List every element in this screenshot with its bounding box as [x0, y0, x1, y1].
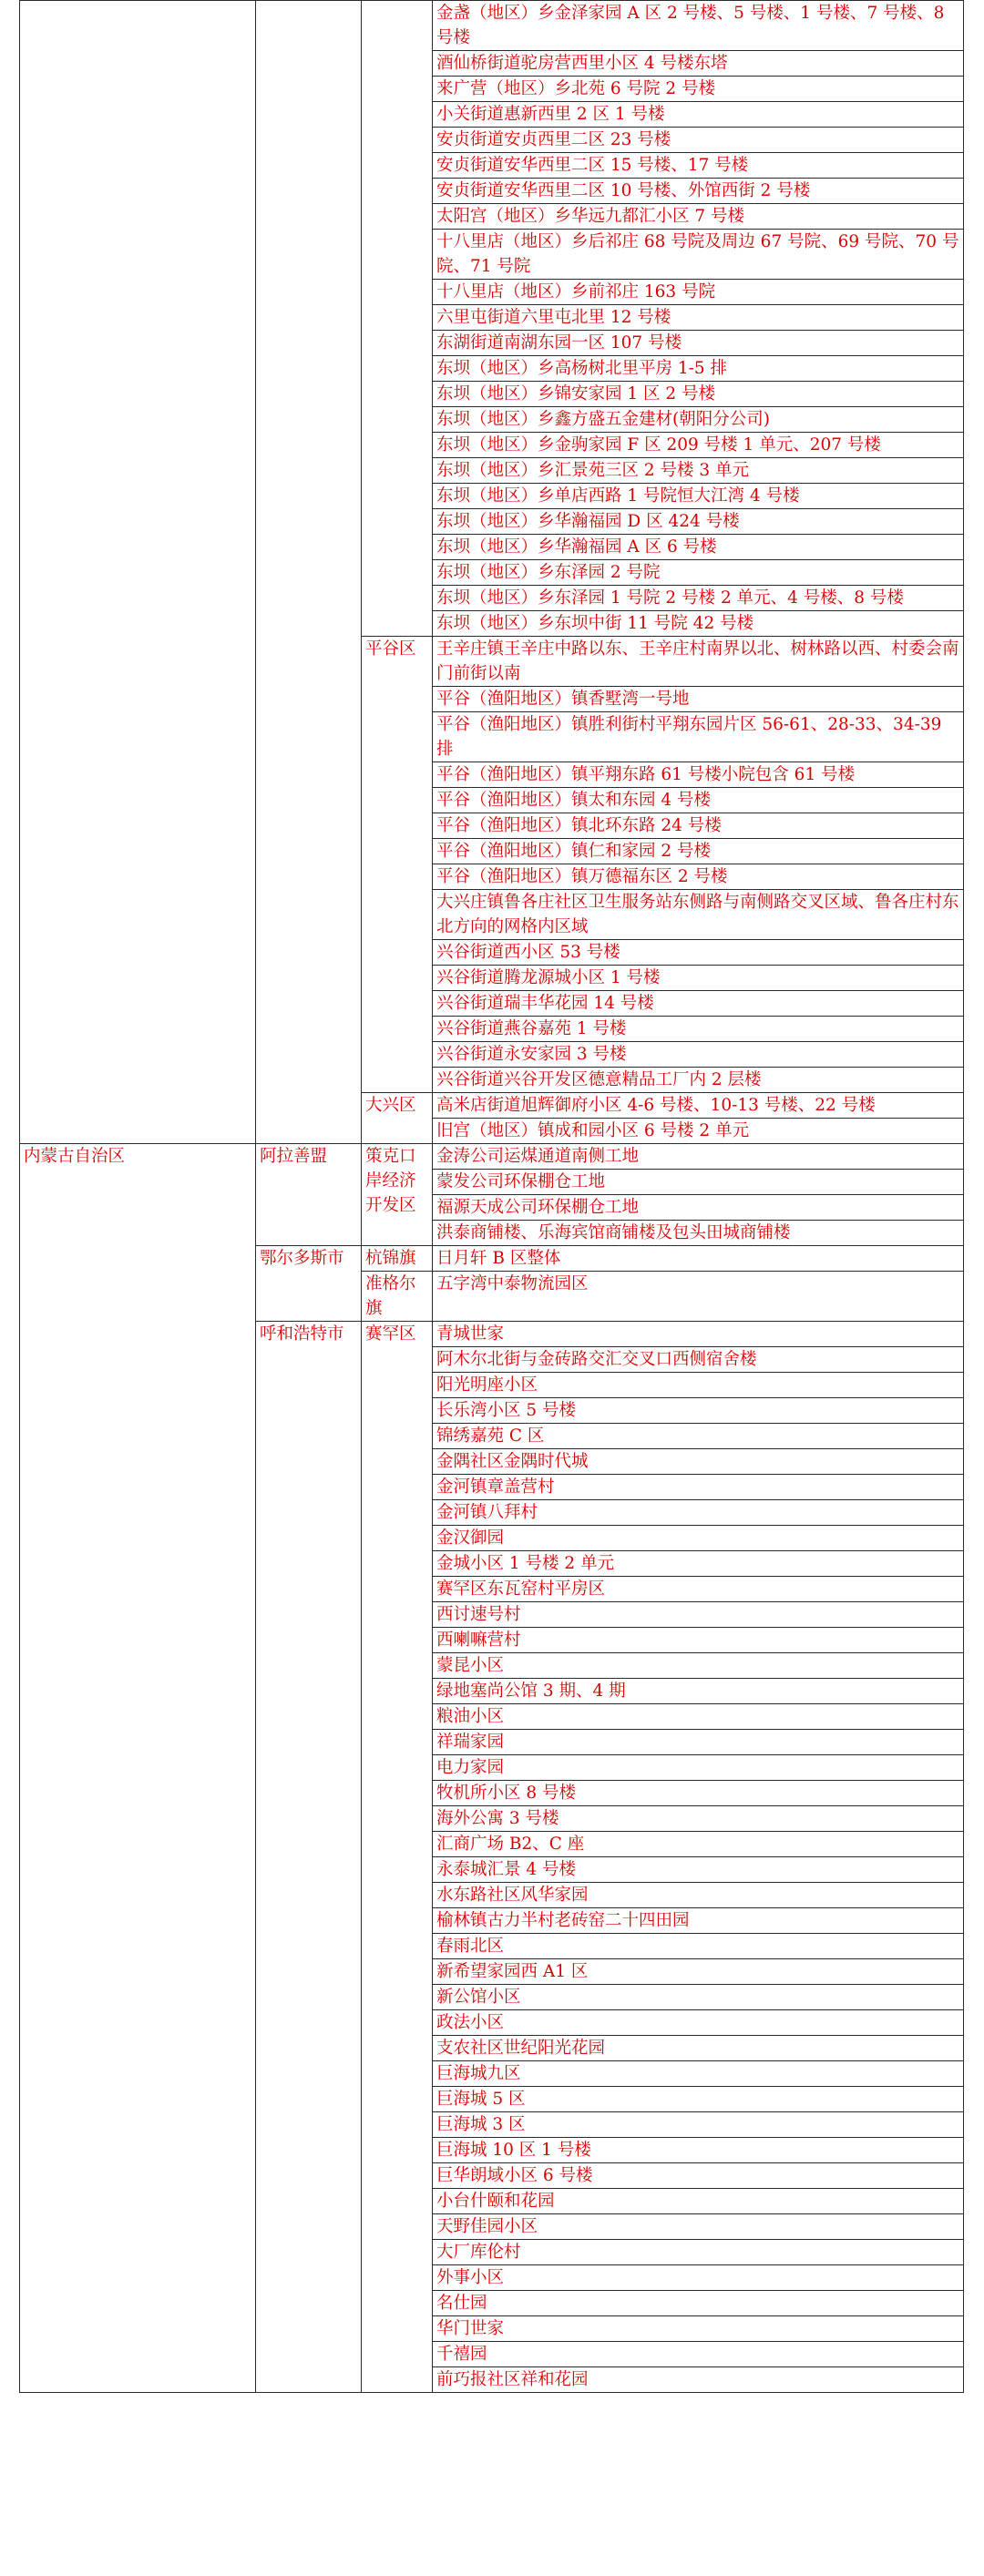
district-cell: 杭锦旗	[362, 1246, 433, 1272]
address-cell: 东坝（地区）乡单店西路 1 号院恒大江湾 4 号楼	[433, 484, 964, 509]
address-cell: 东坝（地区）乡华瀚福园 A 区 6 号楼	[433, 535, 964, 560]
address-cell: 东坝（地区）乡东泽园 2 号院	[433, 560, 964, 586]
address-cell: 祥瑞家园	[433, 1730, 964, 1755]
address-cell: 酒仙桥街道驼房营西里小区 4 号楼东塔	[433, 51, 964, 77]
address-cell: 安贞街道安华西里二区 15 号楼、17 号楼	[433, 153, 964, 179]
address-cell: 名仕园	[433, 2291, 964, 2316]
address-cell: 春雨北区	[433, 1934, 964, 1959]
address-cell: 海外公寓 3 号楼	[433, 1806, 964, 1832]
province-cell: 内蒙古自治区	[20, 1144, 256, 2393]
address-cell: 金城小区 1 号楼 2 单元	[433, 1551, 964, 1577]
address-cell: 十八里店（地区）乡前祁庄 163 号院	[433, 280, 964, 305]
address-cell: 大兴庄镇鲁各庄社区卫生服务站东侧路与南侧路交叉区域、鲁各庄村东北方向的网格内区域	[433, 890, 964, 940]
address-cell: 支农社区世纪阳光花园	[433, 2036, 964, 2061]
address-cell: 榆林镇古力半村老砖窑二十四田园	[433, 1908, 964, 1934]
address-cell: 金涛公司运煤通道南侧工地	[433, 1144, 964, 1170]
address-cell: 平谷（渔阳地区）镇胜利街村平翔东园片区 56-61、28-33、34-39 排	[433, 712, 964, 762]
district-cell: 准格尔旗	[362, 1272, 433, 1322]
address-cell: 东坝（地区）乡金驹家园 F 区 209 号楼 1 单元、207 号楼	[433, 433, 964, 458]
city-cell: 阿拉善盟	[256, 1144, 362, 1246]
address-cell: 平谷（渔阳地区）镇仁和家园 2 号楼	[433, 839, 964, 864]
address-cell: 西喇嘛营村	[433, 1628, 964, 1653]
address-cell: 新公馆小区	[433, 1985, 964, 2010]
address-cell: 永泰城汇景 4 号楼	[433, 1857, 964, 1883]
address-cell: 小台什颐和花园	[433, 2189, 964, 2214]
address-cell: 旧宫（地区）镇成和园小区 6 号楼 2 单元	[433, 1119, 964, 1144]
address-cell: 大厂库伦村	[433, 2240, 964, 2265]
address-cell: 政法小区	[433, 2010, 964, 2036]
address-cell: 蒙发公司环保棚仓工地	[433, 1170, 964, 1195]
address-cell: 洪泰商铺楼、乐海宾馆商铺楼及包头田城商铺楼	[433, 1221, 964, 1246]
address-cell: 青城世家	[433, 1322, 964, 1347]
city-cell: 鄂尔多斯市	[256, 1246, 362, 1322]
address-cell: 金河镇章盖营村	[433, 1475, 964, 1500]
address-cell: 巨海城 3 区	[433, 2112, 964, 2138]
address-cell: 金汉御园	[433, 1526, 964, 1551]
address-cell: 平谷（渔阳地区）镇香墅湾一号地	[433, 687, 964, 712]
district-cell: 赛罕区	[362, 1322, 433, 2393]
city-cell	[256, 1, 362, 1144]
address-cell: 巨海城 5 区	[433, 2087, 964, 2112]
address-cell: 东坝（地区）乡华瀚福园 D 区 424 号楼	[433, 509, 964, 535]
address-cell: 金盏（地区）乡金泽家园 A 区 2 号楼、5 号楼、1 号楼、7 号楼、8 号楼	[433, 1, 964, 51]
address-cell: 高米店街道旭辉御府小区 4-6 号楼、10-13 号楼、22 号楼	[433, 1093, 964, 1119]
address-cell: 东坝（地区）乡鑫方盛五金建材(朝阳分公司)	[433, 407, 964, 433]
address-cell: 千禧园	[433, 2342, 964, 2367]
address-cell: 平谷（渔阳地区）镇平翔东路 61 号楼小院包含 61 号楼	[433, 762, 964, 788]
address-cell: 东坝（地区）乡东坝中街 11 号院 42 号楼	[433, 611, 964, 637]
address-cell: 东坝（地区）乡高杨树北里平房 1-5 排	[433, 356, 964, 382]
address-cell: 华门世家	[433, 2316, 964, 2342]
address-cell: 日月轩 B 区整体	[433, 1246, 964, 1272]
district-cell	[362, 1, 433, 637]
address-cell: 兴谷街道燕谷嘉苑 1 号楼	[433, 1017, 964, 1042]
risk-area-table	[19, 0, 964, 2393]
address-cell: 安贞街道安贞西里二区 23 号楼	[433, 128, 964, 153]
address-cell: 王辛庄镇王辛庄中路以东、王辛庄村南界以北、树林路以西、村委会南门前街以南	[433, 637, 964, 687]
address-cell: 十八里店（地区）乡后祁庄 68 号院及周边 67 号院、69 号院、70 号院、71 号院	[433, 230, 964, 280]
address-cell: 东湖街道南湖东园一区 107 号楼	[433, 331, 964, 356]
address-cell: 新希望家园西 A1 区	[433, 1959, 964, 1985]
address-cell: 兴谷街道腾龙源城小区 1 号楼	[433, 966, 964, 991]
address-cell: 电力家园	[433, 1755, 964, 1781]
address-cell: 赛罕区东瓦窑村平房区	[433, 1577, 964, 1602]
table-row	[20, 1, 964, 51]
address-cell: 金隅社区金隅时代城	[433, 1449, 964, 1475]
address-cell: 东坝（地区）乡汇景苑三区 2 号楼 3 单元	[433, 458, 964, 484]
address-cell: 平谷（渔阳地区）镇北环东路 24 号楼	[433, 813, 964, 839]
address-cell: 锦绣嘉苑 C 区	[433, 1424, 964, 1449]
address-cell: 巨华朗域小区 6 号楼	[433, 2163, 964, 2189]
city-cell: 呼和浩特市	[256, 1322, 362, 2393]
address-cell: 平谷（渔阳地区）镇万德福东区 2 号楼	[433, 864, 964, 890]
address-cell: 蒙昆小区	[433, 1653, 964, 1679]
address-cell: 绿地塞尚公馆 3 期、4 期	[433, 1679, 964, 1704]
district-cell: 大兴区	[362, 1093, 433, 1144]
address-cell: 来广营（地区）乡北苑 6 号院 2 号楼	[433, 77, 964, 102]
table-row	[20, 1144, 964, 1170]
address-cell: 天野佳园小区	[433, 2214, 964, 2240]
address-cell: 小关街道惠新西里 2 区 1 号楼	[433, 102, 964, 128]
address-cell: 牧机所小区 8 号楼	[433, 1781, 964, 1806]
address-cell: 外事小区	[433, 2265, 964, 2291]
address-cell: 巨海城九区	[433, 2061, 964, 2087]
province-cell	[20, 1, 256, 1144]
address-cell: 兴谷街道永安家园 3 号楼	[433, 1042, 964, 1068]
address-cell: 水东路社区风华家园	[433, 1883, 964, 1908]
address-cell: 西讨速号村	[433, 1602, 964, 1628]
address-cell: 前巧报社区祥和花园	[433, 2367, 964, 2393]
address-cell: 兴谷街道兴谷开发区德意精品工厂内 2 层楼	[433, 1068, 964, 1093]
address-cell: 安贞街道安华西里二区 10 号楼、外馆西街 2 号楼	[433, 179, 964, 204]
address-cell: 阳光明座小区	[433, 1373, 964, 1398]
district-cell: 策克口岸经济开发区	[362, 1144, 433, 1246]
address-cell: 东坝（地区）乡锦安家园 1 区 2 号楼	[433, 382, 964, 407]
address-cell: 兴谷街道瑞丰华花园 14 号楼	[433, 991, 964, 1017]
address-cell: 阿木尔北街与金砖路交汇交叉口西侧宿舍楼	[433, 1347, 964, 1373]
address-cell: 东坝（地区）乡东泽园 1 号院 2 号楼 2 单元、4 号楼、8 号楼	[433, 586, 964, 611]
address-cell: 粮油小区	[433, 1704, 964, 1730]
risk-area-table-body	[20, 1, 964, 2393]
address-cell: 巨海城 10 区 1 号楼	[433, 2138, 964, 2163]
address-cell: 太阳宫（地区）乡华远九都汇小区 7 号楼	[433, 204, 964, 230]
address-cell: 金河镇八拜村	[433, 1500, 964, 1526]
address-cell: 五字湾中泰物流园区	[433, 1272, 964, 1322]
address-cell: 兴谷街道西小区 53 号楼	[433, 940, 964, 966]
address-cell: 汇商广场 B2、C 座	[433, 1832, 964, 1857]
address-cell: 福源天成公司环保棚仓工地	[433, 1195, 964, 1221]
address-cell: 六里屯街道六里屯北里 12 号楼	[433, 305, 964, 331]
address-cell: 平谷（渔阳地区）镇太和东园 4 号楼	[433, 788, 964, 813]
address-cell: 长乐湾小区 5 号楼	[433, 1398, 964, 1424]
district-cell: 平谷区	[362, 637, 433, 1093]
